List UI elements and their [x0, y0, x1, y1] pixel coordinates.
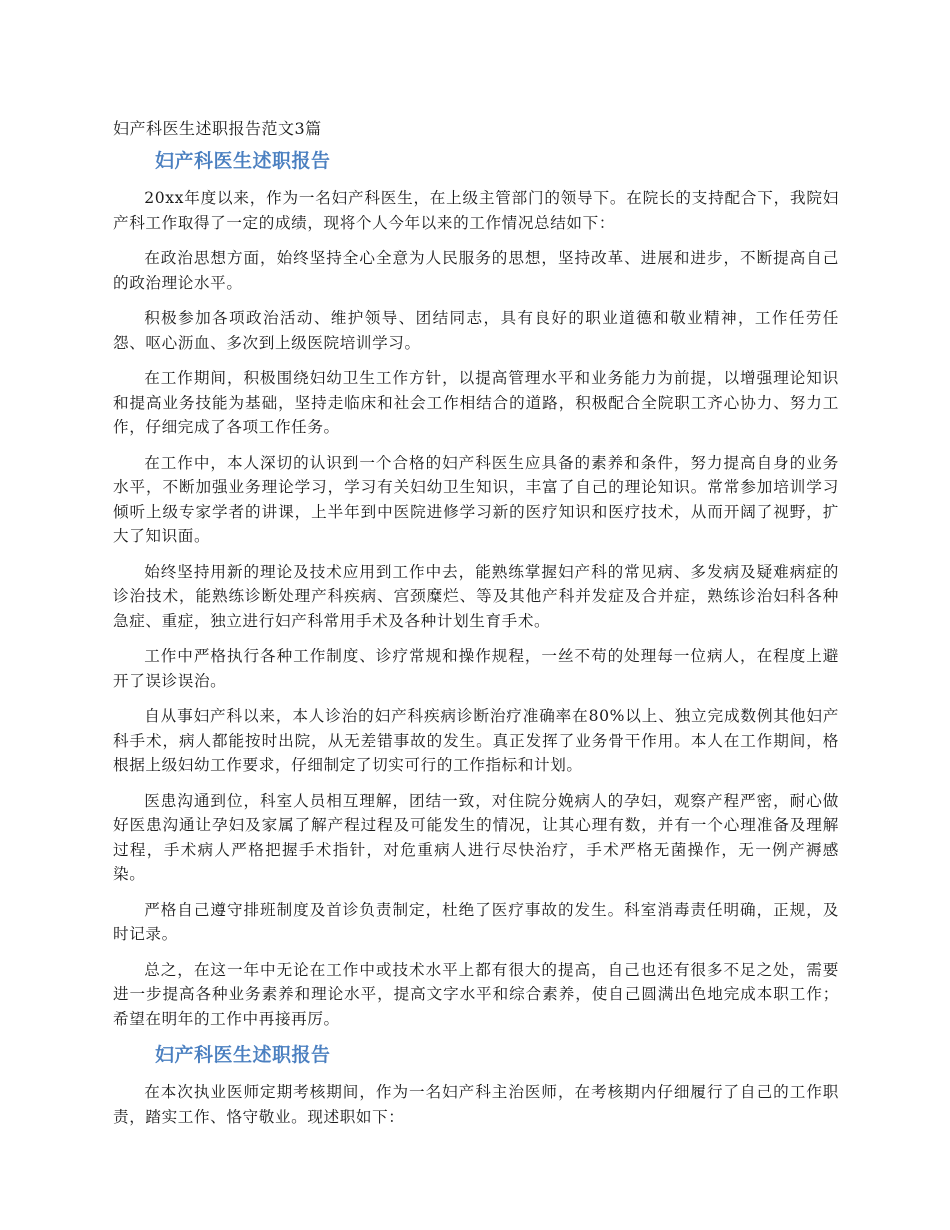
section-1: [113, 148, 839, 1031]
paragraph: 在本次执业医师定期考核期间，作为一名妇产科主治医师，在考核期内仔细履行了自己的工作职责，踏实工作、恪守敬业。现述职如下：: [113, 1083, 839, 1126]
paragraph: 医患沟通到位，科室人员相互理解，团结一致，对住院分娩病人的孕妇，观察产程严密，耐心做好医患沟通让孕妇及家属了解产程过程及可能发生的情况，让其心理有数，并有一个心理准备及理解过程，手术病人严格把握手术指针，对危重病人进行尽快治疗，手术严格无菌操作，无一例产褥感染。: [113, 791, 839, 883]
document-body: [113, 118, 839, 1140]
paragraph: 20xx年度以来，作为一名妇产科医生，在上级主管部门的领导下。在院长的支持配合下，我院妇产科工作取得了一定的成绩，现将个人今年以来的工作情况总结如下：: [113, 189, 839, 232]
section-2: [113, 1042, 839, 1129]
paragraph: 工作中严格执行各种工作制度、诊疗常规和操作规程，一丝不苟的处理每一位病人，在程度上避开了误诊误治。: [113, 647, 839, 690]
document-title: 妇产科医生述职报告范文3篇: [113, 119, 322, 138]
paragraph: 始终坚持用新的理论及技术应用到工作中去，能熟练掌握妇产科的常见病、多发病及疑难病症的诊治技术，能熟练诊断处理产科疾病、宫颈糜烂、等及其他产科并发症及合并症，熟练诊治妇科各种急症、重症，独立进行妇产科常用手术及各种计划生育手术。: [113, 562, 839, 630]
paragraph: 总之，在这一年中无论在工作中或技术水平上都有很大的提高，自己也还有很多不足之处，需要进一步提高各种业务素养和理论水平，提高文字水平和综合素养，使自己圆满出色地完成本职工作；希望在明年的工作中再接再厉。: [113, 960, 839, 1028]
paragraph: 在政治思想方面，始终坚持全心全意为人民服务的思想，坚持改革、进展和进步，不断提高自己的政治理论水平。: [113, 249, 839, 292]
section-heading: 妇产科医生述职报告: [155, 150, 331, 172]
paragraph: 在工作期间，积极围绕妇幼卫生工作方针，以提高管理水平和业务能力为前提，以增强理论知识和提高业务技能为基础，坚持走临床和社会工作相结合的道路，积极配合全院职工齐心协力、努力工作，仔细完成了各项工作任务。: [113, 369, 839, 436]
paragraph: 积极参加各项政治活动、维护领导、团结同志，具有良好的职业道德和敬业精神，工作任劳任怨、呕心沥血、多次到上级医院培训学习。: [113, 309, 839, 352]
section-heading: 妇产科医生述职报告: [155, 1044, 331, 1066]
paragraph: 在工作中，本人深切的认识到一个合格的妇产科医生应具备的素养和条件，努力提高自身的业务水平，不断加强业务理论学习，学习有关妇幼卫生知识，丰富了自己的理论知识。常常参加培训学习倾听上级专家学者的讲课，上半年到中医院进修学习新的医疗知识和医疗技术，从而开阔了视野，扩大了知识面。: [113, 453, 839, 545]
paragraph: 严格自己遵守排班制度及首诊负责制定，杜绝了医疗事故的发生。科室消毒责任明确，正规，及时记录。: [113, 900, 839, 943]
paragraph: 自从事妇产科以来，本人诊治的妇产科疾病诊断治疗准确率在80%以上、独立完成数例其他妇产科手术，病人都能按时出院，从无差错事故的发生。真正发挥了业务骨干作用。本人在工作期间，格根据上级妇幼工作要求，仔细制定了切实可行的工作指标和计划。: [113, 707, 839, 774]
